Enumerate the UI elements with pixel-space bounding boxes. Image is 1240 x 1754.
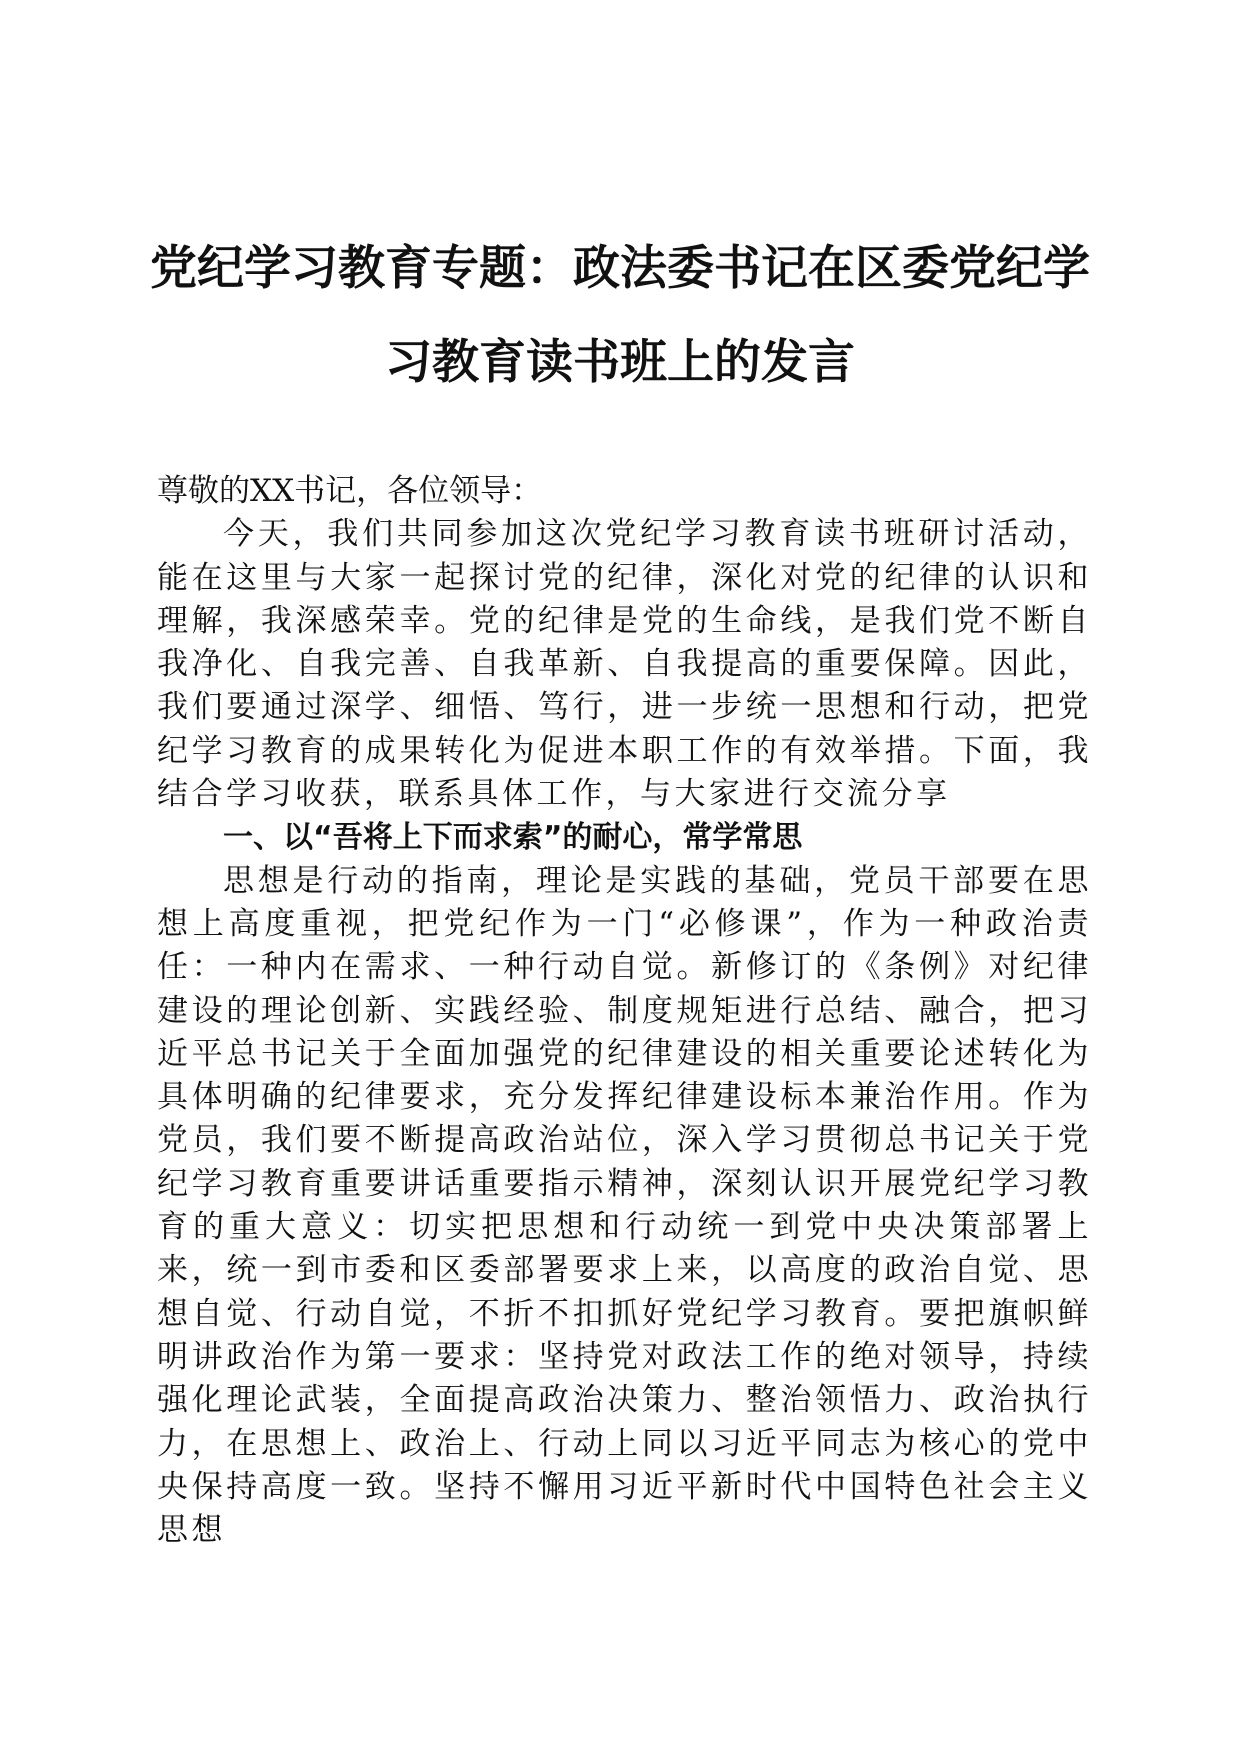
title-line-1: 党纪学习教育专题：政法委书记在区委党纪学 bbox=[150, 241, 1090, 296]
document-title bbox=[140, 222, 1100, 410]
document-body bbox=[157, 470, 1092, 1552]
paragraph-introduction: 今天，我们共同参加这次党纪学习教育读书班研讨活动，能在这里与大家一起探讨党的纪律，深化对党的纪律的认识和理解，我深感荣幸。党的纪律是党的生命线，是我们党不断自我净化、自我完善、自我革新、自我提高的重要保障。因此，我们要通过深学、细悟、笃行，进一步统一思想和行动，把党纪学习教育的成果转化为促进本职工作的有效举措。下面，我结合学习收获，联系具体工作，与大家进行交流分享 bbox=[157, 516, 1092, 813]
paragraph-section-1: 思想是行动的指南，理论是实践的基础，党员干部要在思想上高度重视，把党纪作为一门“必修课”，作为一种政治责任：一种内在需求、一种行动自觉。新修订的《条例》对纪律建设的理论创新、实践经验、制度规矩进行总结、融合，把习近平总书记关于全面加强党的纪律建设的相关重要论述转化为具体明确的纪律要求，充分发挥纪律建设标本兼治作用。作为党员，我们要不断提高政治站位，深入学习贯彻总书记关于党纪学习教育重要讲话重要指示精神，深刻认识开展党纪学习教育的重大意义：切实把思想和行动统一到党中央决策部署上来，统一到市委和区委部署要求上来，以高度的政治自觉、思想自觉、行动自觉，不折不扣抓好党纪学习教育。要把旗帜鲜明讲政治作为第一要求：坚持党对政法工作的绝对领导，持续强化理论武装，全面提高政治决策力、整治领悟力、政治执行力，在思想上、政治上、行动上同以习近平同志为核心的党中央保持高度一致。坚持不懈用习近平新时代中国特色社会主义思想 bbox=[157, 862, 1092, 1549]
section-heading-1: 一、以“吾将上下而求索”的耐心，常学常思 bbox=[223, 820, 803, 856]
salutation: 尊敬的XX书记，各位领导： bbox=[157, 473, 543, 509]
title-line-2: 习教育读书班上的发言 bbox=[385, 335, 855, 390]
